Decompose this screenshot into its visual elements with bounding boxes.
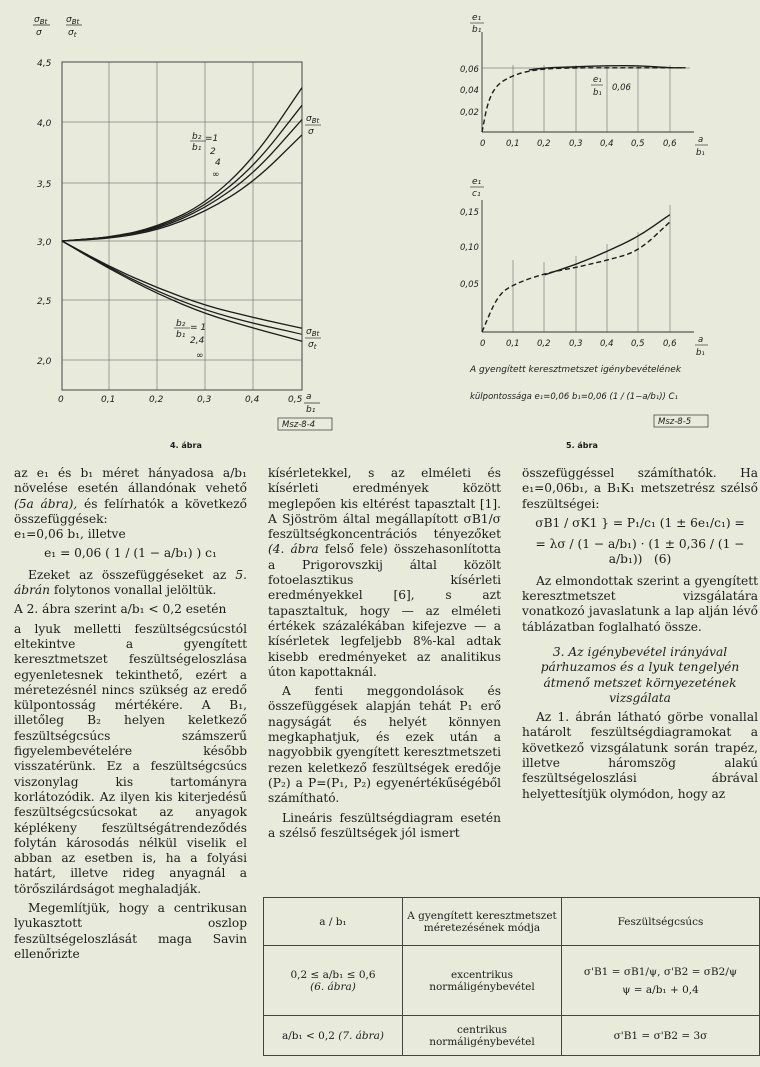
svg-text:0,06: 0,06: [612, 83, 631, 93]
svg-text:a: a: [698, 335, 704, 345]
fig5-xtick: 0: [480, 339, 486, 349]
text-column-3: [522, 466, 758, 806]
table-header-row: [264, 898, 760, 946]
svg-text:σ: σ: [308, 127, 314, 137]
fig5-xtick: 0,5: [631, 339, 645, 349]
fig4-xtick: 0,2: [149, 395, 164, 405]
svg-text:=1: =1: [205, 134, 219, 144]
section-heading: 3. Az igénybevétel irányával párhuzamos és a lyuk tengelyén átmenő metszet környezetének vizsgálata: [540, 644, 740, 705]
paragraph: A 2. ábra szerint a/b₁ < 0,2 esetén: [14, 602, 227, 617]
fig5-xtick: 0,2: [537, 139, 551, 149]
svg-text:b₁: b₁: [696, 148, 705, 158]
equation-number: (6): [653, 552, 672, 567]
summary-table: [263, 897, 760, 1056]
svg-text:b₁: b₁: [593, 88, 602, 98]
fig4-y-label-right: $\sigma_{Bt}$: [66, 15, 80, 26]
fig5-xtick: 0: [480, 139, 486, 149]
paragraph: Az elmondottak szerint a gyengített keresztmetszet vizsgálatára vonatkozó javaslatunk a lap alján lévő táblázatban foglalható össze.: [522, 573, 758, 634]
fig4-x-axis-label: a: [306, 392, 312, 402]
svg-text:a: a: [698, 135, 704, 145]
fig5-bottom-y-label: e₁: [472, 177, 482, 187]
fig5-xtick: 0,6: [663, 139, 677, 149]
series-line: [62, 120, 302, 242]
table-cell: excentrikus normáligénybevétel: [403, 946, 562, 1016]
fig4-xtick: 0,1: [101, 395, 116, 405]
fig4-ytick: 2,0: [37, 357, 52, 367]
fig5-xtick: 0,6: [663, 339, 677, 349]
paragraph: Ezeket az összefüggéseket az 5. ábrán folytonos vonallal jelöltük.: [14, 567, 248, 598]
svg-text:∞: ∞: [212, 170, 220, 180]
table-row: [264, 946, 760, 1016]
fig5-xtick: 0,3: [569, 139, 583, 149]
fig4-lower-curve-labels: b₂: [176, 319, 186, 329]
fig4-code: Msz-8-4: [282, 420, 316, 430]
svg-text:b₁: b₁: [192, 143, 202, 153]
table-cell: a/b₁ < 0,2 (7. ábra): [264, 1016, 403, 1056]
svg-text:b₁: b₁: [696, 348, 705, 358]
fig4-x-ticks: [58, 395, 303, 405]
fig4-xtick: 0,4: [245, 395, 260, 405]
equation-e1: e₁ = 0,06 ( 1 / (1 − a/b₁) ) c₁: [44, 546, 217, 561]
svg-text:2,4: 2,4: [190, 336, 205, 346]
table-header-cell: Feszültségcsúcs: [562, 898, 760, 946]
table-row: [264, 1016, 760, 1056]
fig5-xtick: 0,3: [569, 339, 583, 349]
equation-6a: σB1 / σK1 } = P₁/c₁ (1 ± 6e₁/c₁) =: [535, 515, 745, 530]
fig4-ytick: 4,0: [37, 119, 52, 129]
svg-text:σt: $\sigma_t$: [68, 28, 77, 39]
fig5-top-inline-label: e₁: [593, 75, 602, 85]
fig5-bottom-ytick: 0,05: [460, 280, 479, 290]
equation-6b: = λσ / (1 − a/b₁) · (1 ± 0,36 / (1 − a/b₁)) (6): [535, 537, 745, 567]
text-column-2: [268, 466, 501, 845]
svg-text:c₁: c₁: [472, 189, 481, 199]
fig4-xtick: 0,5: [288, 395, 303, 405]
fig4-curves: [62, 88, 302, 342]
text-column-1: [14, 466, 247, 966]
svg-text:b₁: b₁: [176, 330, 186, 340]
fig5-note-line2: külpontossága e₁=0,06 b₁=0,06 (1 / (1−a/b₁)) C₁: [470, 392, 678, 402]
fig4-ytick: 2,5: [37, 297, 52, 307]
fig5-top-y-label: e₁: [472, 13, 482, 23]
paragraph: Lineáris feszültségdiagram esetén a szélső feszültségek jól ismert: [268, 810, 501, 840]
svg-text:2: 2: [210, 147, 216, 157]
paragraph: az e₁ és b₁ méret hányadosa a/b₁ növelése esetén állandónak vehető (5a ábra), és felírhatók a következő összefüggések: e₁=0,06 b₁, illetve: [14, 466, 248, 542]
series-line: [62, 241, 302, 328]
fig5-xtick: 0,5: [631, 139, 645, 149]
table-cell: centrikus normáligénybevétel: [403, 1016, 562, 1056]
fig5-bottom-ytick: 0,15: [460, 208, 479, 218]
fig4-xtick: 0: [58, 395, 64, 405]
fig4-ytick: 4,5: [37, 59, 52, 69]
fig4-lower-right-label: $\sigma_{Bt}$: [306, 327, 320, 338]
table-header-cell: A gyengített keresztmetszet méretezésének módja: [403, 898, 562, 946]
fig4-y-label-left: $\sigma_{Bt}$: [34, 15, 48, 26]
fig5-xtick: 0,4: [600, 139, 614, 149]
paragraph: összefüggéssel számíthatók. Ha e₁=0,06b₁, a B₁K₁ metszetrész szélső feszültségei:: [522, 466, 758, 511]
fig5-top-ytick: 0,06: [460, 65, 479, 75]
series-line: [482, 68, 686, 132]
fig5-top-ytick: 0,02: [460, 108, 479, 118]
paragraph: a lyuk melletti feszültségcsúcstól eltekintve a gyengített keresztmetszet feszültségeloszlása egyenletesnek tekinthető, ezért a méretezésnél nincs szükség az eredő külpontosság mértékére. A B₁, illetőleg B₂ helyen keletkező feszültségcsúcs számszerű figyelembevételére később visszatérünk. Ez a feszültségcsúcs viszonylag kis tartományra korlátozódik. Az ilyen kis kiterjedésű feszültségcsúcsokat az anyagok képlékeny feszültségátrendeződés folytán károsodás nélkül viselik el abban az esetben is, ha a folyási határt, illetve rideg anyagnál a törőszilárdságot meghaladják.: [14, 621, 247, 896]
table-cell: σ'B1 = σB1/ψ, σ'B2 = σB2/ψ ψ = a/b₁ + 0,4: [562, 946, 760, 1016]
figure-5-chart: [440, 0, 760, 460]
paragraph: Az 1. ábrán látható görbe vonallal határolt feszültségdiagramokat a következő vizsgálatunk során trapéz, illetve háromszög alakú feszültségeloszlási ábrával helyettesítjük olymódon, hogy az: [522, 710, 758, 801]
fig4-y-ticks: [37, 59, 52, 367]
fig5-xtick: 0,1: [506, 339, 520, 349]
fig4-grid: [62, 62, 302, 390]
svg-text:σt: $\sigma_t$: [308, 340, 317, 351]
svg-text:∞: ∞: [196, 351, 204, 361]
figure-4-chart: [0, 0, 350, 460]
svg-text:4: 4: [215, 158, 221, 168]
fig5-xtick: 0,1: [506, 139, 520, 149]
paragraph: Megemlítjük, hogy a centrikusan lyukasztott oszlop feszültségeloszlását maga Savin ellenőrizte: [14, 901, 247, 961]
fig4-ytick: 3,5: [37, 180, 52, 190]
table-cell: σ'B1 = σ'B2 = 3σ: [562, 1016, 760, 1056]
fig4-caption: 4. ábra: [170, 441, 202, 450]
fig5-xtick: 0,4: [600, 339, 614, 349]
fig4-upper-curve-labels: b₂: [192, 132, 202, 142]
svg-text:b₁: b₁: [306, 405, 316, 415]
fig5-code: Msz-8-5: [658, 417, 692, 427]
fig4-xtick: 0,3: [197, 395, 212, 405]
fig5-top-curves: [482, 66, 686, 132]
paragraph: A fenti meggondolások és összefüggések alapján tehát P₁ erő nagyságát és helyét könnyen megkaphatjuk, és ezek után a nagyobbik gyengített keresztmetszeti rezen keletkező feszültségek eredője (P₂) a P=(P₁, P₂) egyenértékűségéből számítható.: [268, 684, 501, 806]
svg-text:= 1: = 1: [190, 323, 207, 333]
fig5-top-ytick: 0,04: [460, 86, 479, 96]
fig4-plot-frame: [62, 62, 302, 390]
fig4-upper-right-label: $\sigma_{Bt}$: [306, 114, 320, 125]
fig4-ytick: 3,0: [37, 238, 52, 248]
paragraph: kísérletekkel, s az elméleti és kísérleti eredmények között meglepően kis eltérést tapasztalt [1]. A Sjöström által megállapított σB1/σ feszültségkoncentrációs tényezőket (4. ábra felső fele) összehasonlította a Prigorovszkij által közölt fotoelasztikus kísérleti eredményekkel [6], s azt tapasztaltuk, hogy — az elméleti értékek százalékában kifejezve — a kísérletek legfeljebb 8%-kal adtak kisebb eredményeket az analitikus úton kapottaknál.: [268, 466, 501, 679]
fig5-caption: 5. ábra: [566, 441, 598, 450]
fig5-note-line1: A gyengített keresztmetszet igénybevételének: [470, 365, 682, 375]
svg-text:b₁: b₁: [472, 25, 482, 35]
fig5-bottom-ytick: 0,10: [460, 243, 479, 253]
fig5-xtick: 0,2: [537, 339, 551, 349]
table-header-cell: a / b₁: [264, 898, 403, 946]
table-cell: 0,2 ≤ a/b₁ ≤ 0,6 (6. ábra): [264, 946, 403, 1016]
svg-text:σ: σ: [36, 28, 42, 38]
